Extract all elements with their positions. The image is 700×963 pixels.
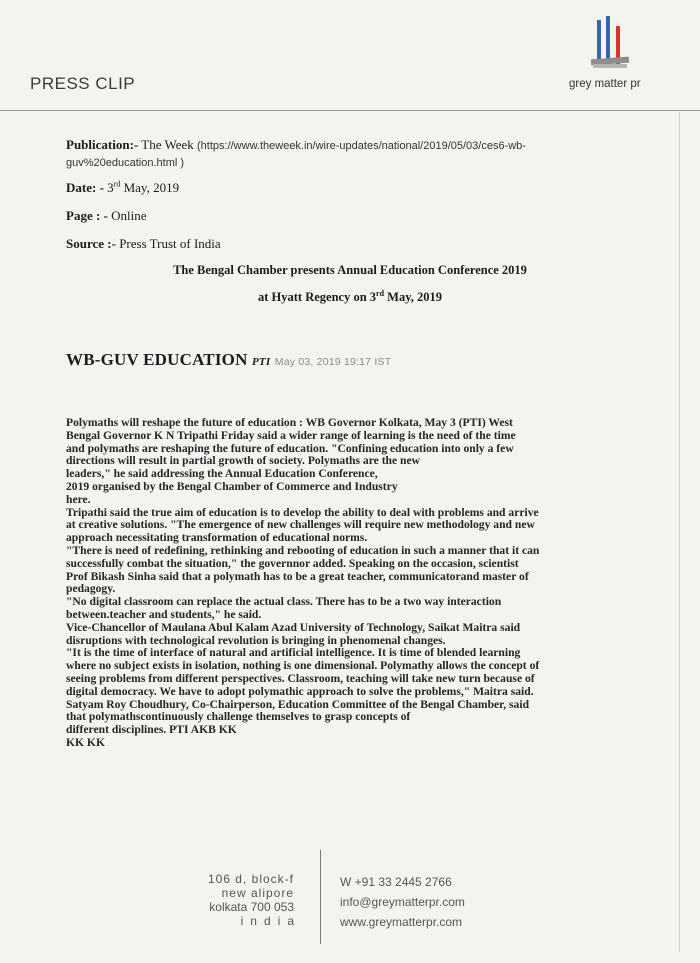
article-line: "There is need of redefining, rethinking and rebooting of education in such a manner that it can bbox=[66, 543, 540, 557]
article-body bbox=[66, 417, 606, 750]
headline-date: May, 2019 bbox=[387, 290, 443, 304]
publication-line bbox=[66, 137, 526, 171]
page-label: Page : - bbox=[66, 208, 108, 223]
article-agency: PTI bbox=[252, 356, 271, 368]
footer-contact bbox=[340, 872, 465, 932]
publication-url-1: (https://www.theweek.in/wire-updates/national/2019/05/03/ces6-wb- bbox=[197, 140, 526, 152]
article-line: at creative solutions. "The emergence of new challenges will require new methodology and new bbox=[66, 518, 535, 532]
date-suffix: rd bbox=[113, 179, 121, 189]
grey-matter-logo-icon bbox=[588, 16, 634, 78]
article-line: Tripathi said the true aim of education is to develop the ability to deal with problems and arrive bbox=[66, 505, 539, 519]
article-line: seeing problems from different perspectives. Classroom, teaching will take new turn because of bbox=[66, 671, 535, 685]
page-edge-line bbox=[679, 112, 680, 952]
footer-divider bbox=[320, 850, 321, 944]
publication-value: The Week bbox=[141, 137, 194, 152]
address-line-1: 106 d, block-f bbox=[207, 872, 294, 886]
article-line: where no subject exists in isolation, nothing is one dimensional. Polymathy allows the concept of bbox=[66, 659, 540, 673]
article-title-text: WB-GUV EDUCATION bbox=[66, 350, 248, 369]
article-line: Bengal Governor K N Tripathi Friday said a wider range of learning is the need of the time bbox=[66, 428, 516, 442]
address-line-3: kolkata 700 053 bbox=[209, 900, 294, 914]
press-clip-label: PRESS CLIP bbox=[30, 74, 136, 93]
header-divider bbox=[0, 110, 700, 111]
headline-suffix: rd bbox=[376, 288, 385, 298]
footer-address bbox=[160, 872, 301, 928]
footer-email[interactable]: info@greymatterpr.com bbox=[340, 895, 465, 909]
article-line: leaders," he said addressing the Annual Education Conference, bbox=[66, 467, 378, 481]
article-title bbox=[66, 350, 391, 370]
publication-label: Publication:- bbox=[66, 137, 139, 152]
article-line: successfully combat the situation," the governnor added. Speaking on the occasion, scientist bbox=[66, 556, 519, 570]
footer-phone: W +91 33 2445 2766 bbox=[340, 875, 452, 889]
source-line bbox=[66, 236, 221, 251]
source-value: Press Trust of India bbox=[119, 236, 221, 251]
date-line bbox=[66, 180, 179, 195]
date-rest: May, 2019 bbox=[123, 180, 180, 195]
headline-venue: at Hyatt Regency on 3 bbox=[257, 290, 377, 304]
date-label: Date: - bbox=[66, 180, 104, 195]
article-line: between.teacher and students," he said. bbox=[66, 607, 262, 621]
address-line-4: india bbox=[240, 914, 301, 928]
page-value: Online bbox=[111, 208, 147, 223]
headline-line-2 bbox=[0, 290, 700, 305]
article-line: pedagogy. bbox=[66, 582, 116, 596]
article-line: here. bbox=[66, 492, 91, 506]
page-line bbox=[66, 208, 147, 223]
publication-url-2: guv%20education.html ) bbox=[66, 157, 185, 169]
article-line: different disciplines. PTI AKB KK bbox=[66, 723, 237, 737]
article-line: directions will result in partial growth of society. Polymaths are the new bbox=[66, 454, 421, 468]
article-line: disruptions with technological revolution is bringing in phenomenal changes. bbox=[66, 633, 446, 647]
source-label: Source :- bbox=[66, 236, 116, 251]
article-line: that polymathscontinuously challenge themselves to grasp concepts of bbox=[66, 710, 411, 724]
address-line-2: new alipore bbox=[221, 886, 294, 900]
article-timestamp: May 03, 2019 19:17 IST bbox=[274, 356, 392, 368]
headline-line-1: The Bengal Chamber presents Annual Education Conference 2019 bbox=[173, 263, 527, 277]
date-day: 3 bbox=[107, 180, 114, 195]
article-line: and polymaths are reshaping the future of education. "Confining education into only a few bbox=[66, 441, 514, 455]
logo-text: grey matter pr bbox=[569, 78, 641, 90]
article-line: Prof Bikash Sinha said that a polymath has to be a great teacher, communicatorand master of bbox=[66, 569, 529, 583]
footer-website[interactable]: www.greymatterpr.com bbox=[340, 915, 463, 929]
article-line: digital democracy. We have to adopt polymathic approach to solve the problems," Maitra said. bbox=[66, 684, 534, 698]
article-line: "It is the time of interface of natural and artificial intelligence. It is time of blended learning bbox=[66, 646, 521, 660]
article-line: KK KK bbox=[66, 735, 105, 749]
article-line: Satyam Roy Choudhury, Co-Chairperson, Education Committee of the Bengal Chamber, said bbox=[66, 697, 530, 711]
article-line: "No digital classroom can replace the actual class. There has to be a two way interaction bbox=[66, 595, 502, 609]
article-line: Vice-Chancellor of Maulana Abul Kalam Azad University of Technology, Saikat Maitra said bbox=[66, 620, 521, 634]
article-line: Polymaths will reshape the future of education : WB Governor Kolkata, May 3 (PTI) West bbox=[66, 416, 513, 429]
article-line: approach necessitating transformation of educational norms. bbox=[66, 531, 368, 545]
article-line: 2019 organised by the Bengal Chamber of Commerce and Industry bbox=[66, 479, 398, 493]
